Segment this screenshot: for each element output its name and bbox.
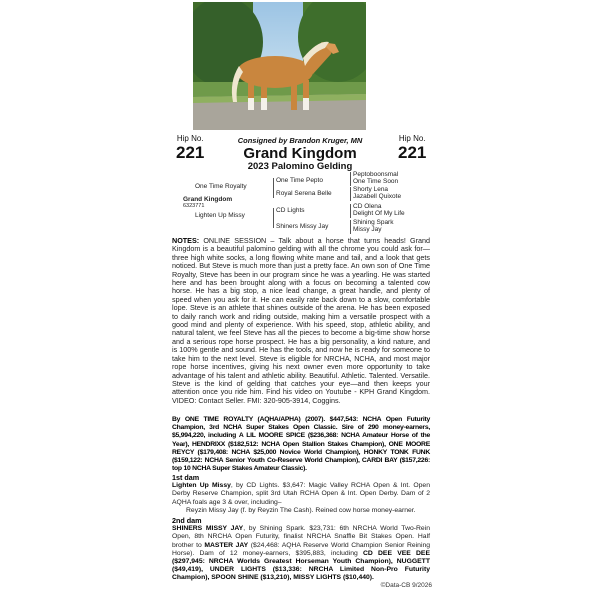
pedigree-dam: Lighten Up Missy [195, 212, 245, 219]
first-dam-section [172, 474, 430, 515]
sire-name: ONE TIME ROYALTY (AQHA/APHA) [184, 416, 301, 423]
hip-number-right [398, 134, 426, 162]
sire-prefix: By [172, 416, 181, 423]
pedigree-sds: Shorty Lena [353, 186, 389, 193]
horse-photo [193, 2, 366, 130]
consignor: Consigned by Brandon Kruger, MN [237, 136, 363, 145]
bracket [273, 208, 274, 228]
pedigree-sire: One Time Royalty [195, 183, 247, 190]
first-dam-name: Lighten Up Missy [172, 482, 231, 490]
hip-label: Hip No. [398, 134, 426, 143]
pedigree-dd: Shiners Missy Jay [276, 223, 329, 230]
notes-label: NOTES: [172, 236, 200, 245]
second-dam-get: CD DEE VEE DEE ($297,945: NRCHA Worlds Greatest Horseman Youth Champion), NUGGETT ($49,419), UNDER LIGHTS ($13,336: NRCHA Limited Non-Pro Futurity Champion), SPOON SHINE ($13,210), MISSY LIGHTS ($10,440). [172, 549, 430, 582]
footer-copyright: ©Data-CB 9/2026 [380, 582, 432, 589]
hip-label: Hip No. [176, 134, 204, 143]
second-dam-text2: ($24,468: AQHA Reserve World Champion Senior Reining Horse). Dam of 12 money-earners, $395,883, including [172, 541, 431, 557]
bracket [350, 220, 351, 234]
pedigree-dsd: Delight Of My Life [353, 210, 405, 217]
pedigree-ss: One Time Pepto [276, 177, 323, 184]
pedigree-ds: CD Lights [276, 207, 305, 214]
pedigree-horse: Grand Kingdom [183, 196, 233, 203]
first-dam-label: 1st dam [172, 473, 200, 482]
pedigree-dss: CD Olena [353, 203, 382, 210]
bracket [273, 178, 274, 198]
bracket [350, 187, 351, 201]
hip-value: 221 [176, 143, 205, 162]
hip-value: 221 [398, 143, 427, 162]
pedigree-sdd: Jazabell Quixote [353, 193, 402, 200]
second-dam-brother: MASTER JAY [204, 541, 249, 549]
second-dam-section [172, 517, 430, 583]
first-dam-text: , by CD Lights. $3,647: Magic Valley RCHA Open & Int. Open Derby Reserve Champion, split 3rd Utah RCHA Open & Int. Open Derby. Dam of 2 AQHA foals age 3 & over, including– [172, 482, 430, 506]
horse-description: 2023 Palomino Gelding [247, 161, 353, 172]
pedigree-ssd: One Time Soon [353, 178, 399, 185]
bracket [350, 204, 351, 218]
sire-section [172, 416, 430, 473]
bracket [350, 172, 351, 186]
horse-name: Grand Kingdom [243, 145, 357, 162]
pedigree-dds: Shining Spark [353, 219, 394, 226]
second-dam-name: SHINERS MISSY JAY [172, 525, 244, 533]
second-dam-text: , by Shining Spark. $23,731: 6th NRCHA World Two-Rein Open, 8th NRCHA Open Futurity, finalist NRCHA Snaffle Bit Stakes Open. Half brother to [172, 525, 430, 549]
notes-text: ONLINE SESSION – Talk about a horse that turns heads! Grand Kingdom is a beautiful palomino gelding with all the chrome you could ask for—three high white socks, a long flowing white mane and tail, and a look that gets noticed. But Steve is much more than just a pretty face. An own son of One Time Royalty, Steve has been in our program since he was a yearling. He was started here and has been brought along with a focus on becoming a talented cow horse. He has a big stop, a nice lead change, a great handle, and plenty of speed when you ask for it. He can easily rate back down to a slow, comfortable lope. Steve is an athlete that shines outside of the arena. He has been exposed to daily ranch work and riding outside, making him a versatile prospect with a good mind and plenty of experience. With his speed, stop, athletic ability, and natural talent, we feel Steve has all the pieces to become a big-time show horse and a serious rope horse prospect. He has a big personality, a kind nature, and is 100% gentle and sound. He has the tools, and now he is ready for someone to take him to the next level. Steve is eligible for NRCHA, NCHA, and most major rope horse incentives, giving his next owner even more opportunity to take advantage of his talent and athletic ability. Beautiful. Athletic. Talented. Versatile. Steve is the kind of gelding that catches your eye—and then keeps your attention once you ride him. Find his video on Youtube - KPH Grand Kingdom. VIDEO: Contact Seller. FMI: 320-905-3914, Coggins. [172, 236, 430, 405]
pedigree-ddd: Missy Jay [353, 226, 382, 233]
notes-section [172, 237, 430, 405]
first-dam-produce: Reyzin Missy Jay (f. by Reyzin The Cash). Reined cow horse money-earner. [186, 506, 416, 514]
second-dam-label: 2nd dam [172, 516, 202, 525]
pedigree-sd: Royal Serena Belle [276, 190, 332, 197]
sire-get: A LIL MOORE SPICE ($236,368: NCHA Amateur Horse of the Year), HENDRIXX ($182,512: NCHA Open Stallion Stakes Champion), ONE MOORE REYCY ($179,408: NCHA $25,000 Novice World Champion), HONKY TONK FUNK ($159,122: NCHA Senior Youth Co-Reserve World Champion), CARDI BAY ($157,226: top 10 NCHA Super Stakes Amateur Classic). [172, 432, 431, 473]
pedigree-reg: 6323771 [183, 203, 205, 209]
pedigree-sss: Peptoboonsmal [353, 171, 399, 178]
sire-record: (2007). $447,543: NCHA Open Futurity Champion, 3rd NCHA Super Stakes Open Classic. Sire of 290 money-earners, $5,994,220, including [172, 416, 431, 440]
